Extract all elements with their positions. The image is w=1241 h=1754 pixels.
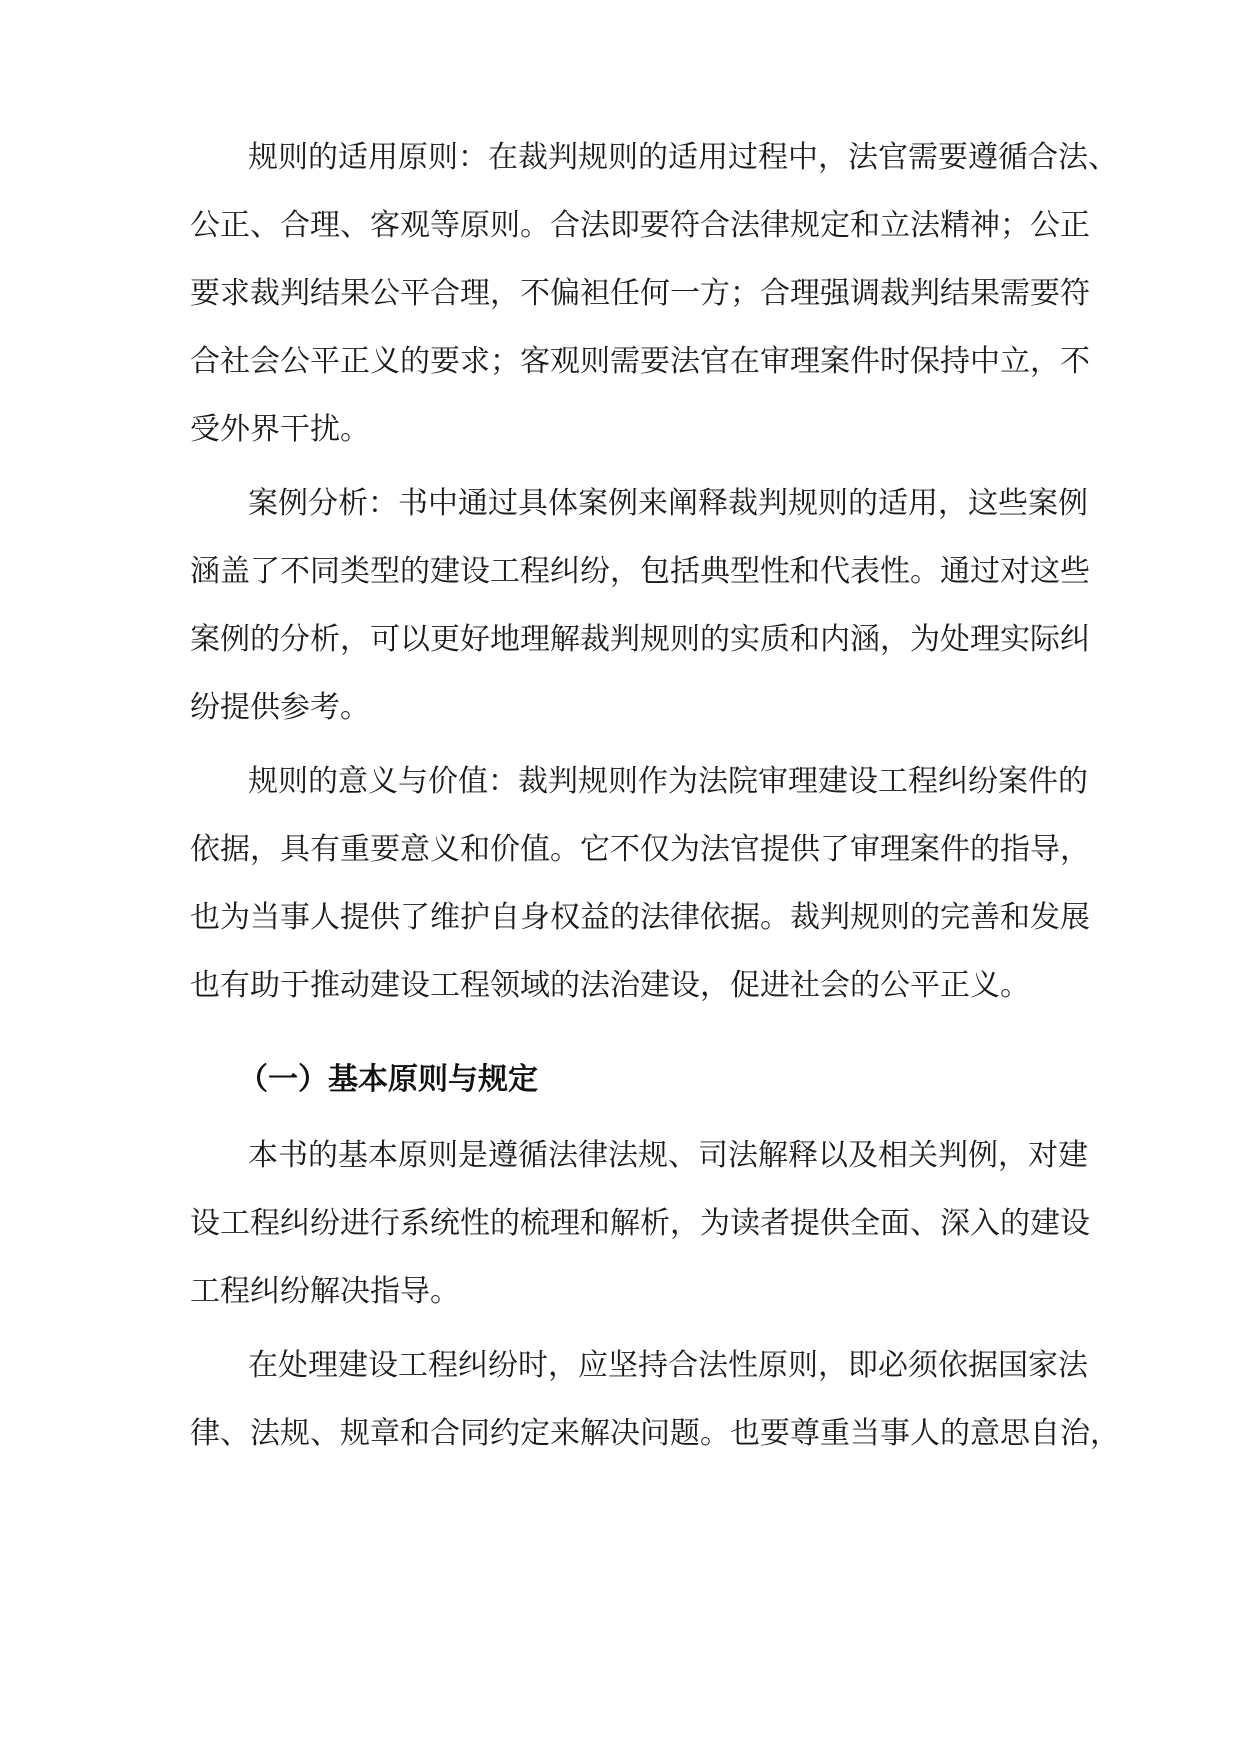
paragraph-1-line-5: 受外界干扰。 (190, 412, 370, 447)
paragraph-3-line-1: 规则的意义与价值：裁判规则作为法院审理建设工程纠纷案件的 (248, 764, 1088, 799)
paragraph-3-line-2: 依据，具有重要意义和价值。它不仅为法官提供了审理案件的指导， (190, 832, 1090, 867)
paragraph-1-line-4: 合社会公平正义的要求；客观则需要法官在审理案件时保持中立，不 (190, 344, 1090, 379)
paragraph-4-line-1: 本书的基本原则是遵循法律法规、司法解释以及相关判例，对建 (248, 1138, 1088, 1173)
paragraph-4-line-2: 设工程纠纷进行系统性的梳理和解析，为读者提供全面、深入的建设 (190, 1206, 1090, 1241)
paragraph-1-line-1: 规则的适用原则：在裁判规则的适用过程中，法官需要遵循合法、 (248, 140, 1118, 175)
paragraph-5-line-2: 律、法规、规章和合同约定来解决问题。也要尊重当事人的意思自治， (190, 1416, 1120, 1451)
section-heading: （一）基本原则与规定 (238, 1062, 538, 1097)
paragraph-4-line-3: 工程纠纷解决指导。 (190, 1274, 460, 1309)
paragraph-1-line-2: 公正、合理、客观等原则。合法即要符合法律规定和立法精神；公正 (190, 208, 1090, 243)
paragraph-2-line-1: 案例分析：书中通过具体案例来阐释裁判规则的适用，这些案例 (248, 486, 1088, 521)
paragraph-2-line-2: 涵盖了不同类型的建设工程纠纷，包括典型性和代表性。通过对这些 (190, 554, 1090, 589)
paragraph-3-line-3: 也为当事人提供了维护自身权益的法律依据。裁判规则的完善和发展 (190, 900, 1090, 935)
paragraph-2-line-4: 纷提供参考。 (190, 690, 370, 725)
paragraph-2-line-3: 案例的分析，可以更好地理解裁判规则的实质和内涵，为处理实际纠 (190, 622, 1090, 657)
paragraph-1-line-3: 要求裁判结果公平合理，不偏袒任何一方；合理强调裁判结果需要符 (190, 276, 1090, 311)
paragraph-3-line-4: 也有助于推动建设工程领域的法治建设，促进社会的公平正义。 (190, 968, 1030, 1003)
paragraph-5-line-1: 在处理建设工程纠纷时，应坚持合法性原则，即必须依据国家法 (248, 1348, 1088, 1383)
